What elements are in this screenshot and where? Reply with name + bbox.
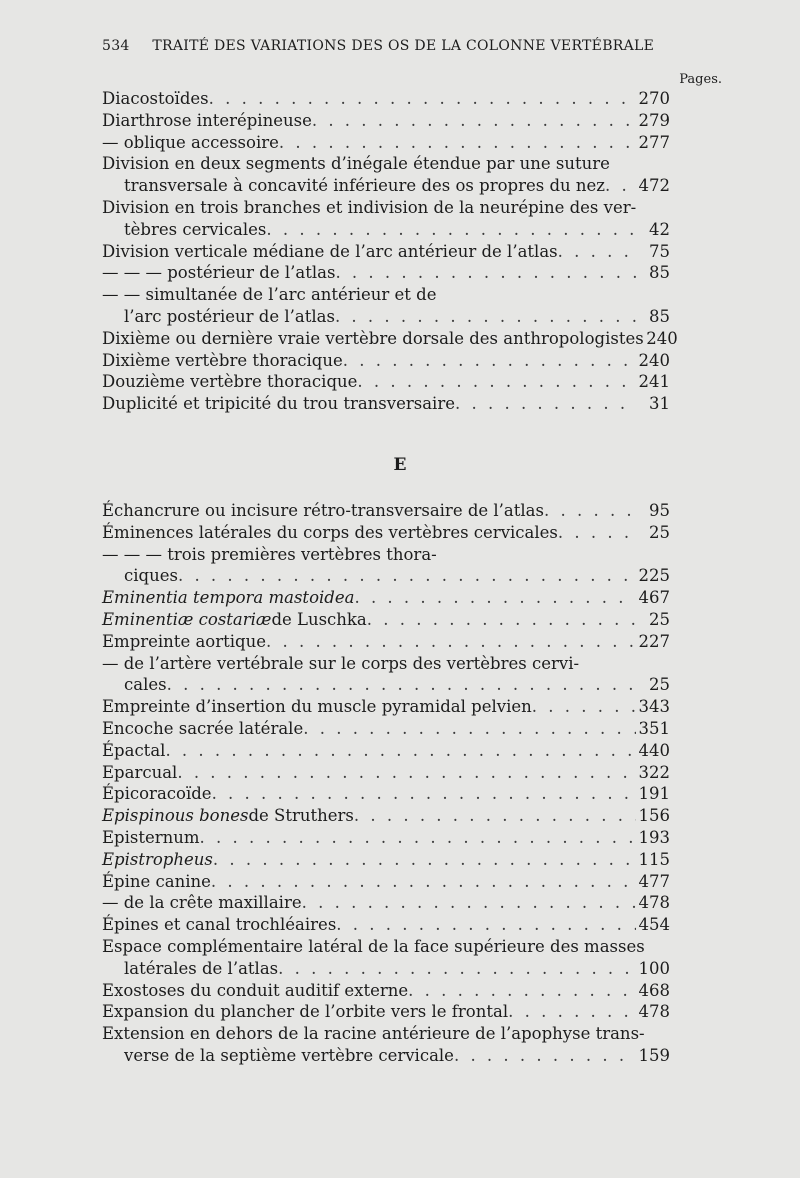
- entry-line: [102, 980, 670, 1002]
- leader-dots: [335, 262, 636, 284]
- leader-dots: [367, 609, 636, 631]
- entry-line: [102, 88, 670, 110]
- entry-page-ref: 468: [638, 980, 670, 1000]
- index-entry: [102, 88, 670, 110]
- entry-line: [102, 500, 670, 522]
- entry-line: [102, 284, 670, 306]
- entry-page-ref: 75: [649, 241, 670, 261]
- entry-line: [102, 544, 670, 566]
- index-entry: [102, 827, 670, 849]
- index-entry: [102, 587, 670, 609]
- book-title: TRAITÉ DES VARIATIONS DES OS DE LA COLONNE VERTÉBRALE: [152, 38, 655, 54]
- leader-dots: [508, 1001, 636, 1023]
- entry-page-ref: 343: [638, 697, 670, 717]
- entry-line: [102, 762, 670, 784]
- index-entry: [102, 262, 670, 284]
- index-entry: [102, 762, 670, 784]
- page-number: 534: [102, 38, 130, 54]
- leader-dots: [213, 849, 636, 871]
- leader-dots: [279, 132, 636, 154]
- entry-page-ref: 322: [638, 762, 670, 782]
- entry-line: [102, 132, 670, 154]
- entry-continuation-text: cales: [124, 675, 167, 695]
- leader-dots: [454, 1045, 636, 1067]
- leader-dots: [336, 914, 636, 936]
- entry-text: Épines et canal trochléaires: [102, 915, 337, 935]
- entry-continuation-text: verse de la septième vertèbre cervicale: [124, 1045, 454, 1065]
- index-entry: [102, 153, 670, 197]
- index-entry: [102, 328, 678, 350]
- leader-dots: [303, 718, 636, 740]
- entry-continuation-text: transversale à concavité inférieure des os propres du nez: [124, 176, 605, 196]
- index-entry: [102, 1001, 670, 1023]
- entry-line: [102, 241, 670, 263]
- index-section-e: [102, 500, 670, 1067]
- leader-dots: [335, 306, 636, 328]
- entry-continuation: [102, 565, 670, 587]
- entry-line: [102, 1023, 670, 1045]
- entry-text: — — simultanée de l’arc antérieur et de: [102, 285, 437, 305]
- entry-text: Épine canine: [102, 871, 211, 891]
- leader-dots: [544, 500, 636, 522]
- index-entry: [102, 110, 670, 132]
- index-entry: [102, 892, 670, 914]
- entry-line: [102, 783, 670, 805]
- index-entry: [102, 696, 670, 718]
- entry-text: Douzième vertèbre thoracique: [102, 372, 358, 392]
- entry-text: Division en trois branches et indivision de la neurépine des ver-: [102, 197, 637, 217]
- entry-line: [102, 718, 670, 740]
- index-entry: [102, 522, 670, 544]
- entry-text: Encoche sacrée latérale: [102, 718, 304, 738]
- entry-page-ref: 85: [649, 263, 670, 283]
- entry-text: Dixième vertèbre thoracique: [102, 350, 343, 370]
- running-header: [102, 38, 702, 54]
- entry-term-italic: Epispinous bones: [102, 806, 249, 826]
- leader-dots: [354, 805, 636, 827]
- entry-continuation-text: tèbres cervicales: [124, 219, 267, 239]
- entry-line: [102, 740, 670, 762]
- entry-text: Duplicité et tripicité du trou transversaire: [102, 394, 455, 414]
- entry-text: Eparcual: [102, 762, 178, 782]
- entry-line: [102, 371, 670, 393]
- entry-continuation-text: l’arc postérieur de l’atlas: [124, 306, 335, 326]
- entry-line: [102, 892, 670, 914]
- index-section-d: [102, 88, 678, 415]
- entry-text: — — — trois premières vertèbres thora-: [102, 544, 437, 564]
- leader-dots: [343, 350, 636, 372]
- entry-page-ref: 193: [638, 827, 670, 847]
- entry-page-ref: 454: [638, 915, 670, 935]
- entry-term-italic: Eminentia tempora mastoidea: [102, 588, 355, 608]
- entry-line: [102, 262, 670, 284]
- entry-page-ref: 115: [638, 849, 670, 869]
- leader-dots: [302, 892, 636, 914]
- index-entry: [102, 871, 670, 893]
- entry-line: [102, 609, 670, 631]
- index-entry: [102, 653, 670, 697]
- entry-line: [102, 827, 670, 849]
- leader-dots: [532, 696, 636, 718]
- index-entry: [102, 393, 670, 415]
- entry-line: [102, 631, 670, 653]
- entry-text: — — — postérieur de l’atlas: [102, 263, 336, 283]
- leader-dots: [212, 783, 636, 805]
- entry-line: [102, 350, 670, 372]
- entry-page-ref: 95: [649, 501, 670, 520]
- entry-text: Expansion du plancher de l’orbite vers le frontal: [102, 1002, 509, 1022]
- leader-dots: [605, 175, 636, 197]
- entry-page-ref: 225: [638, 566, 670, 586]
- entry-text: Diacostoïdes: [102, 89, 209, 108]
- entry-page-ref: 478: [638, 893, 670, 913]
- entry-page-ref: 277: [638, 132, 670, 152]
- entry-term-italic: Eminentiæ costariæ: [102, 609, 272, 629]
- index-entry: [102, 544, 670, 588]
- index-entry: [102, 914, 670, 936]
- entry-page-ref: 241: [638, 372, 670, 392]
- leader-dots: [312, 110, 636, 132]
- index-entry: [102, 783, 670, 805]
- entry-continuation: [102, 674, 670, 696]
- entry-page-ref: 477: [638, 871, 670, 891]
- leader-dots: [177, 762, 636, 784]
- entry-text: Diarthrose interépineuse: [102, 110, 312, 130]
- entry-page-ref: 159: [638, 1045, 670, 1065]
- index-entry: [102, 371, 670, 393]
- entry-line: [102, 328, 678, 350]
- entry-page-ref: 240: [646, 328, 678, 348]
- entry-page-ref: 85: [649, 306, 670, 326]
- leader-dots: [266, 631, 636, 653]
- entry-continuation: [102, 219, 670, 241]
- entry-text: — oblique accessoire: [102, 132, 279, 152]
- index-entry: [102, 631, 670, 653]
- index-entry: [102, 132, 670, 154]
- entry-text: Division verticale médiane de l’arc antérieur de l’atlas: [102, 241, 558, 261]
- pages-column-label: Pages.: [679, 72, 722, 87]
- entry-text: Episternum: [102, 827, 200, 847]
- entry-continuation-text: latérales de l’atlas: [124, 958, 279, 978]
- index-entry: [102, 980, 670, 1002]
- entry-continuation: [102, 958, 670, 980]
- entry-text: Empreinte aortique: [102, 631, 266, 651]
- leader-dots: [266, 219, 636, 241]
- index-entry: [102, 241, 670, 263]
- entry-continuation: [102, 1045, 670, 1067]
- entry-continuation-text: ciques: [124, 566, 178, 586]
- entry-page-ref: 351: [638, 718, 670, 738]
- section-letter-heading: E: [393, 455, 407, 475]
- index-entry: [102, 718, 670, 740]
- index-entry: [102, 740, 670, 762]
- entry-page-ref: 270: [638, 89, 670, 108]
- entry-page-ref: 100: [638, 958, 670, 978]
- index-entry: [102, 1023, 670, 1067]
- entry-text: Épactal: [102, 740, 166, 760]
- entry-page-ref: 227: [638, 631, 670, 651]
- entry-text: — de la crête maxillaire: [102, 893, 302, 913]
- entry-text: — de l’artère vertébrale sur le corps des vertèbres cervi-: [102, 653, 580, 673]
- entry-line: [102, 914, 670, 936]
- entry-line: [102, 653, 670, 675]
- entry-page-ref: 25: [649, 609, 670, 629]
- entry-line: [102, 805, 670, 827]
- leader-dots: [558, 522, 636, 544]
- entry-text: de Luschka: [271, 609, 367, 629]
- entry-page-ref: 478: [638, 1002, 670, 1022]
- entry-page-ref: 472: [638, 176, 670, 196]
- leader-dots: [211, 871, 636, 893]
- entry-page-ref: 42: [649, 219, 670, 239]
- entry-line: [102, 696, 670, 718]
- index-entry: [102, 500, 670, 522]
- leader-dots: [278, 958, 636, 980]
- entry-text: Espace complémentaire latéral de la face supérieure des masses: [102, 936, 645, 956]
- entry-line: [102, 110, 670, 132]
- entry-text: Dixième ou dernière vraie vertèbre dorsale des anthropologistes: [102, 328, 644, 348]
- entry-page-ref: 156: [638, 806, 670, 826]
- index-entry: [102, 936, 670, 980]
- entry-text: de Struthers: [248, 806, 354, 826]
- leader-dots: [209, 88, 636, 110]
- entry-line: [102, 393, 670, 415]
- entry-continuation: [102, 306, 670, 328]
- entry-line: [102, 197, 670, 219]
- index-entry: [102, 849, 670, 871]
- index-entry: [102, 805, 670, 827]
- entry-line: [102, 936, 670, 958]
- leader-dots: [558, 241, 636, 263]
- leader-dots: [165, 740, 636, 762]
- entry-line: [102, 153, 670, 175]
- entry-page-ref: 31: [649, 394, 670, 414]
- leader-dots: [408, 980, 636, 1002]
- leader-dots: [167, 674, 636, 696]
- entry-page-ref: 279: [638, 110, 670, 130]
- leader-dots: [200, 827, 636, 849]
- index-entry: [102, 609, 670, 631]
- entry-page-ref: 440: [638, 740, 670, 760]
- entry-text: Extension en dehors de la racine antérieure de l’apophyse trans-: [102, 1024, 645, 1044]
- entry-text: Éminences latérales du corps des vertèbres cervicales: [102, 522, 558, 542]
- entry-text: Exostoses du conduit auditif externe: [102, 980, 409, 1000]
- entry-page-ref: 25: [649, 522, 670, 542]
- leader-dots: [354, 587, 636, 609]
- entry-page-ref: 25: [649, 675, 670, 695]
- entry-text: Échancrure ou incisure rétro-transversaire de l’atlas: [102, 501, 544, 520]
- entry-page-ref: 191: [638, 784, 670, 804]
- entry-text: Empreinte d’insertion du muscle pyramidal pelvien: [102, 697, 532, 717]
- entry-line: [102, 871, 670, 893]
- entry-page-ref: 240: [638, 350, 670, 370]
- leader-dots: [178, 565, 636, 587]
- leader-dots: [455, 393, 636, 415]
- entry-continuation: [102, 175, 670, 197]
- index-entry: [102, 284, 670, 328]
- entry-text: Épicoracoïde: [102, 784, 212, 804]
- entry-page-ref: 467: [638, 588, 670, 608]
- entry-line: [102, 1001, 670, 1023]
- entry-line: [102, 522, 670, 544]
- entry-line: [102, 587, 670, 609]
- entry-term-italic: Epistropheus: [102, 849, 213, 869]
- index-entry: [102, 197, 670, 241]
- entry-text: Division en deux segments d’inégale étendue par une suture: [102, 154, 610, 174]
- index-entry: [102, 350, 670, 372]
- entry-line: [102, 849, 670, 871]
- leader-dots: [357, 371, 636, 393]
